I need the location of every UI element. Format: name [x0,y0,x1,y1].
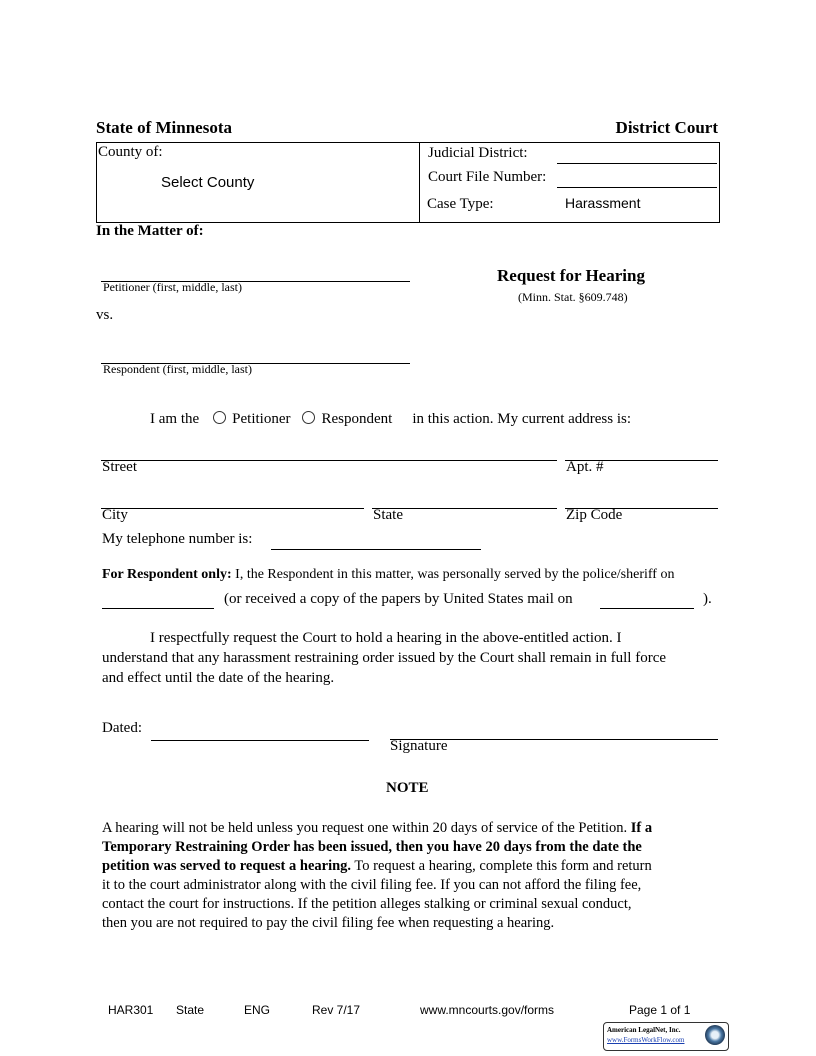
petitioner-option-label: Petitioner [232,411,291,427]
city-field[interactable] [101,508,364,509]
court-file-field[interactable] [557,187,717,188]
footer-page: Page 1 of 1 [629,1003,691,1017]
judicial-district-label: Judicial District: [428,145,528,161]
note-l2: Temporary Restraining Order has been issued, then you have 20 days from the date the [102,839,642,855]
logo-line2[interactable]: www.FormsWorkFlow.com [607,1036,685,1044]
respondent-option-label: Respondent [321,411,393,427]
footer-form: HAR301 [108,1003,154,1017]
form-title: Request for Hearing [497,266,645,285]
apt-label: Apt. # [566,459,604,475]
note-l3a: petition was served to request a hearing. [102,858,352,874]
dated-label: Dated: [102,720,142,736]
judicial-district-field[interactable] [557,163,717,164]
court-heading: District Court [615,118,718,137]
footer-state: State [176,1003,205,1017]
city-label: City [102,507,128,523]
note-l6: then you are not required to pay the civil filing fee when requesting a hearing. [102,915,555,931]
party-selector [150,411,631,428]
footer-rev: Rev 7/17 [312,1003,361,1017]
request-line-2: understand that any harassment restraining order issued by the Court shall remain in full force [102,650,667,666]
signature-label: Signature [390,738,448,754]
mail-close: ). [703,591,712,607]
respondent-only-label: For Respondent only: [102,567,232,582]
respondent-only-line [102,567,674,583]
county-label: County of: [98,144,163,160]
phone-label: My telephone number is: [102,531,253,547]
globe-icon [705,1025,725,1045]
note-l3b: To request a hearing, complete this form and return [354,858,652,874]
note-l1b: If a [630,820,653,836]
logo-line1: American LegalNet, Inc. [607,1026,681,1034]
note-l5: contact the court for instructions. If the petition alleges stalking or criminal sexual conduct, [102,896,632,912]
state-label: State [373,507,403,523]
note-l1a: A hearing will not be held unless you request one within 20 days of service of the Petition. [102,820,628,836]
statute: (Minn. Stat. §609.748) [518,290,628,304]
note-title: NOTE [386,780,429,796]
note-body [102,819,652,933]
zip-label: Zip Code [566,507,623,523]
mail-date-field[interactable] [600,608,694,609]
matter-label: In the Matter of: [96,223,204,239]
served-date-field[interactable] [102,608,214,609]
party-prefix: I am the [150,411,200,427]
caption-box [96,142,720,223]
court-file-label: Court File Number: [428,169,547,185]
petitioner-label: Petitioner (first, middle, last) [103,280,242,294]
note-l4: it to the court administrator along with the civil filing fee. If you can not afford the filing fee, [102,877,642,893]
case-type-label: Case Type: [427,196,494,212]
petitioner-radio[interactable] [213,411,226,424]
street-label: Street [102,459,137,475]
state-heading: State of Minnesota [96,118,232,137]
caption-divider [419,143,420,222]
footer-url: www.mncourts.gov/forms [420,1003,555,1017]
footer-lang: ENG [244,1003,271,1017]
dated-field[interactable] [151,740,369,741]
respondent-label: Respondent (first, middle, last) [103,362,252,376]
request-line-3: and effect until the date of the hearing. [102,670,335,686]
request-line-1: I respectfully request the Court to hold a hearing in the above-entitled action. I [150,630,622,646]
respondent-radio[interactable] [302,411,315,424]
mail-text: (or received a copy of the papers by United States mail on [224,591,573,607]
legalnet-logo[interactable] [603,1022,729,1051]
vs-label: vs. [96,307,114,323]
phone-field[interactable] [271,549,481,550]
case-type-value[interactable]: Harassment [565,195,641,211]
county-select[interactable]: Select County [161,174,255,191]
street-field[interactable] [101,460,557,461]
party-suffix: in this action. My current address is: [412,411,632,427]
respondent-only-text: I, the Respondent in this matter, was personally served by the police/sheriff on [235,567,675,582]
